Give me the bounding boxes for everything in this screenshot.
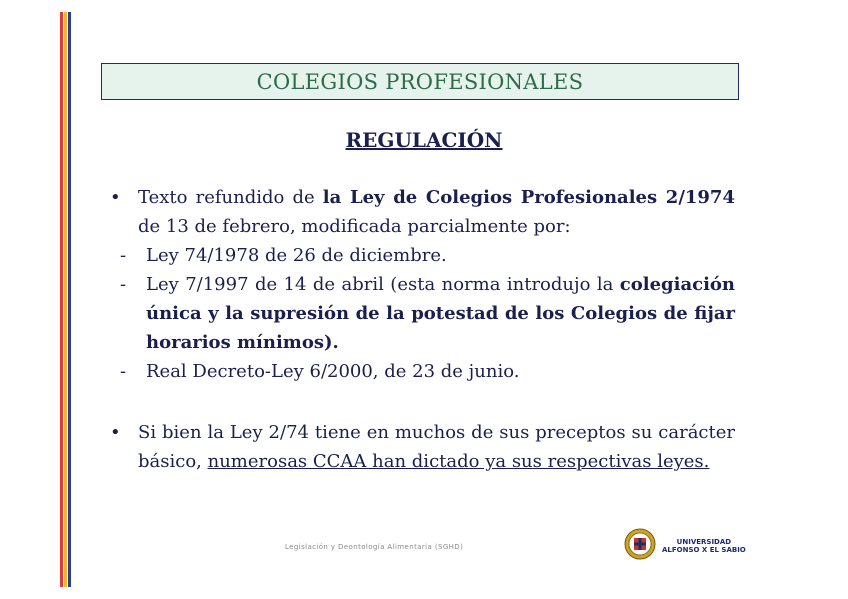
footer-text: Legislación y Deontología Alimentaria (SGHD) (285, 543, 464, 551)
bullet-marker: • (110, 187, 121, 208)
dash-marker: - (120, 274, 127, 295)
bullet-1-intro: Texto refundido de (138, 187, 323, 208)
list-item-text: Ley 7/1997 de 14 de abril (esta norma introdujo la (146, 274, 620, 295)
list-item-bold-text: colegiación única y la supresión de la potestad de los Colegios de fijar horarios mínimos). (146, 274, 735, 353)
list-item (110, 270, 735, 357)
bullet-marker: • (110, 422, 121, 443)
university-seal-icon (624, 528, 656, 564)
bullet-1-law: la Ley de Colegios Profesionales 2/1974 (322, 187, 735, 208)
logo-text (662, 538, 746, 554)
logo-line-2: ALFONSO X EL SABIO (662, 546, 746, 554)
list-item (110, 357, 735, 386)
subtitle-container (0, 128, 848, 152)
list-item (110, 241, 735, 270)
left-stripe-yellow (64, 12, 67, 587)
bullet-point-1 (110, 183, 735, 241)
logo-line-1: UNIVERSIDAD (676, 538, 732, 546)
page-title: COLEGIOS PROFESIONALES (256, 69, 584, 94)
university-logo (624, 530, 750, 562)
bullet-2-underlined: numerosas CCAA han dictado ya sus respectivas leyes. (207, 451, 710, 472)
bullet-1-rest: de 13 de febrero, modificada parcialmente por: (138, 216, 571, 237)
list-item-text: Ley 74/1978 de 26 de diciembre. (146, 245, 447, 266)
left-stripe-red (60, 12, 63, 587)
content (110, 183, 735, 476)
left-stripe-blue (68, 12, 71, 587)
bullet-point-2 (110, 418, 735, 476)
dash-marker: - (120, 245, 127, 266)
dash-marker: - (120, 361, 127, 382)
title-box (101, 63, 739, 100)
subtitle: REGULACIÓN (345, 128, 503, 152)
bullet-2-text: Si bien la Ley 2/74 tiene en muchos de sus preceptos su carácter básico, (138, 422, 735, 472)
list-item-text: Real Decreto-Ley 6/2000, de 23 de junio. (146, 361, 520, 382)
